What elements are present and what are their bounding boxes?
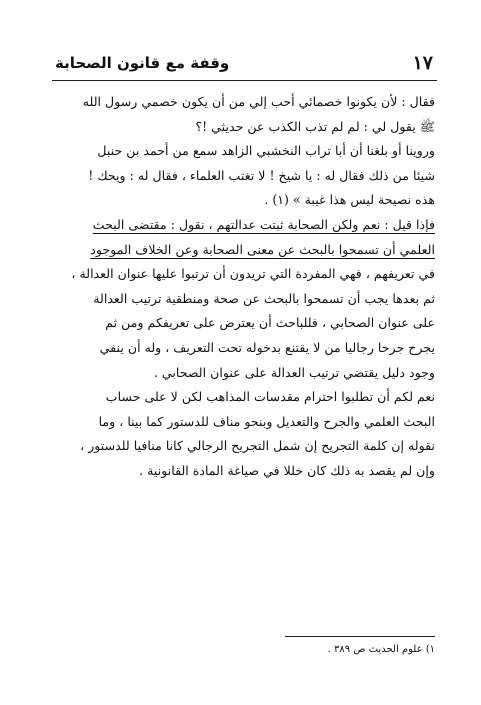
running-title: وقفة مع قانون الصحابة <box>55 54 230 72</box>
body-line: يجرح جرحا رجاليا من لا يقتنع بدخوله تحت التعريف ، وله أن ينفي <box>99 339 435 355</box>
body-line-underlined: فإذا قيل : نعم ولكن الصحابة ثبتت عدالتهم ، نقول : مقتضى البحث <box>92 216 435 232</box>
footnote-divider <box>285 636 435 637</box>
body-line: ﷺ يقول لي : لم لم تذب الكذب عن حديثي !؟ <box>195 118 435 134</box>
body-line-underlined: العلمي أن تسمحوا بالبحث عن معنى الصحابة وعن الخلاف الموجود <box>90 241 435 257</box>
body-line: البحث العلمي والجرح والتعديل وبنحو مناف للدستور كما بينا ، وما <box>98 413 435 429</box>
body-line: ثم بعدها يجب أن تسمحوا بالبحث عن صحة ومنطقية ترتيب العدالة <box>93 290 435 306</box>
body-line: وجود دليل يقتضي ترتيب العدالة على عنوان الصحابي . <box>153 364 435 380</box>
body-line: نقوله إن كلمة التجريح إن شمل التجريح الرجالي كانا منافيا للدستور ، <box>80 438 435 454</box>
body-line: شيئا من ذلك فقال له : يا شيخ ! لا تغتب العلماء ، فقال له : ويحك ! <box>88 167 435 183</box>
body-text <box>56 90 435 484</box>
body-line: وروينا أو بلغنا أن أبا تراب النخشبي الزاهد سمع من أحمد بن حنبل <box>97 143 435 159</box>
body-line: هذه نصيحة ليس هذا غيبة » (١) . <box>264 192 435 208</box>
page-header <box>55 50 433 76</box>
page-number: ١٧ <box>412 52 433 74</box>
body-line: في تعريفهم ، فهي المفردة التي تريدون أن ترتبوا عليها عنوان العدالة ، <box>71 266 435 282</box>
footnote: ١) علوم الحديث ص ٣٨٩ . <box>327 644 435 655</box>
body-line: على عنوان الصحابي ، فللباحث أن يعترض على تعريفكم ومن ثم <box>105 315 435 331</box>
body-line: نعم لكم أن تطلبوا احترام مقدسات المذاهب لكن لا على حساب <box>105 389 435 405</box>
body-line: فقال : لأن يكونوا خصمائي أحب إلي من أن يكون خصمي رسول الله <box>82 94 435 109</box>
header-divider <box>52 80 437 81</box>
body-line: وإن لم يقصد به ذلك كان خللا في صياغة المادة القانونية . <box>139 462 435 478</box>
